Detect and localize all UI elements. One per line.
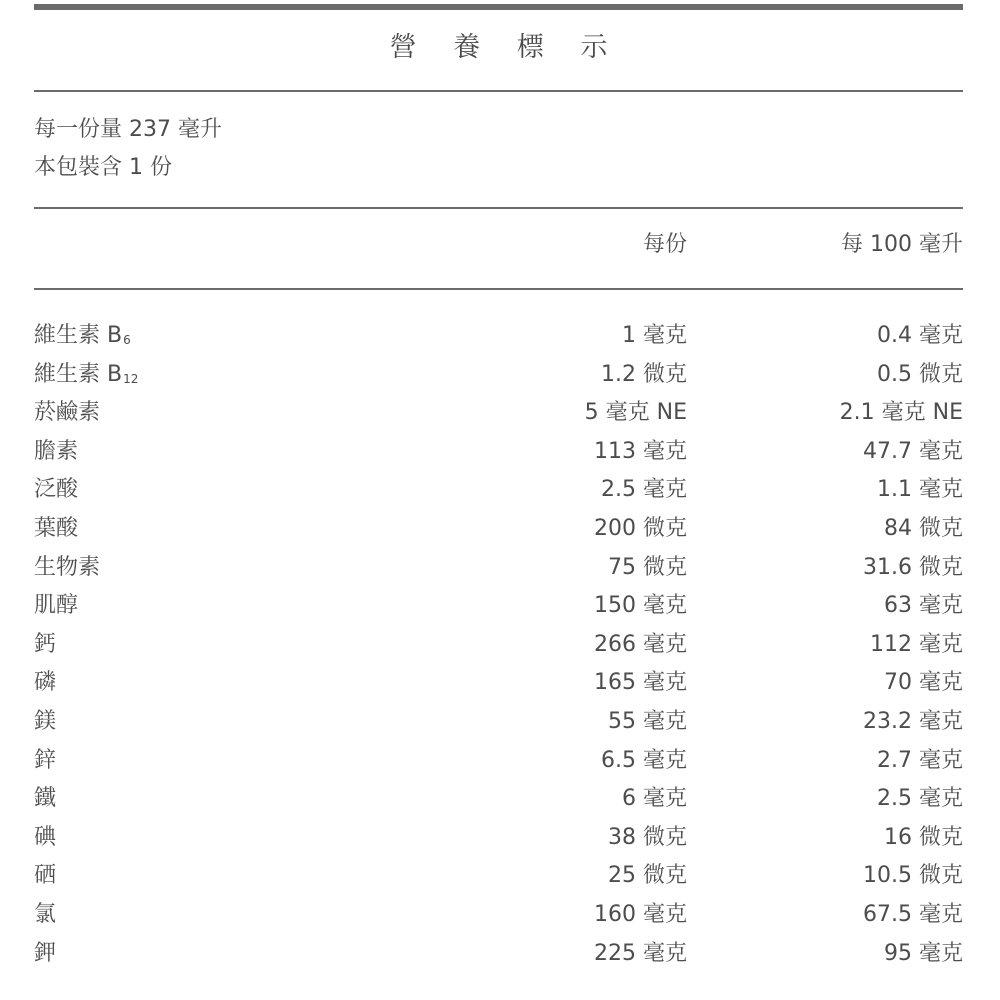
nutrient-name-text: 肌醇 (34, 593, 79, 619)
nutrient-row (34, 356, 963, 395)
nutrient-name (34, 780, 56, 818)
nutrient-name (34, 317, 131, 357)
nutrition-label (34, 0, 963, 1000)
nutrient-name (34, 587, 78, 625)
nutrient-name-subscript: 6 (123, 333, 131, 347)
nutrient-row (34, 664, 963, 703)
nutrient-name (34, 857, 56, 895)
nutrient-name (34, 896, 56, 934)
value-per-100ml: 47.7 毫克 (863, 438, 963, 464)
nutrient-name-text: 維生素 B (34, 323, 123, 348)
value-per-100ml: 10.5 微克 (863, 863, 963, 889)
nutrient-row (34, 935, 963, 974)
nutrient-name-text: 碘 (34, 824, 57, 850)
value-per-100ml: 0.4 毫克 (877, 323, 963, 348)
nutrient-name (34, 626, 56, 664)
nutrient-name (34, 433, 78, 471)
nutrient-name (34, 356, 138, 396)
nutrient-name-text: 生物素 (34, 554, 101, 580)
nutrient-name-text: 膽素 (34, 438, 79, 464)
nutrient-name-text: 磷 (34, 670, 57, 696)
nutrient-row (34, 394, 963, 433)
nutrient-row (34, 587, 963, 626)
nutrient-row (34, 780, 963, 819)
servings-per-pack: 本包裝含 1 份 (34, 155, 172, 180)
nutrient-name (34, 664, 56, 702)
nutrient-name-text: 維生素 B (34, 361, 123, 387)
nutrient-name (34, 819, 56, 857)
nutrient-row (34, 549, 963, 588)
nutrient-name (34, 935, 56, 973)
divider-header (34, 288, 963, 290)
value-per-100ml: 16 微克 (884, 824, 963, 850)
value-per-serving: 55 毫克 (608, 708, 687, 734)
nutrient-row (34, 742, 963, 781)
nutrient-row (34, 896, 963, 935)
nutrient-name-text: 鋅 (34, 747, 57, 773)
nutrient-row (34, 471, 963, 510)
value-per-serving: 160 毫克 (594, 901, 687, 927)
value-per-serving: 6 毫克 (622, 786, 687, 812)
value-per-serving: 5 毫克 NE (584, 400, 687, 426)
value-per-serving: 200 微克 (594, 515, 687, 541)
value-per-serving: 150 毫克 (594, 593, 687, 619)
nutrient-row (34, 626, 963, 665)
value-per-serving: 1.2 微克 (601, 361, 687, 387)
value-per-serving: 266 毫克 (594, 631, 687, 657)
serving-size: 每一份量 237 毫升 (34, 117, 222, 142)
value-per-100ml: 112 毫克 (870, 631, 963, 657)
value-per-100ml: 95 毫克 (884, 940, 963, 966)
nutrient-name-subscript: 12 (123, 371, 139, 386)
value-per-100ml: 0.5 微克 (877, 361, 963, 387)
nutrient-row (34, 703, 963, 742)
nutrient-name (34, 510, 78, 548)
nutrient-row (34, 819, 963, 858)
nutrient-name-text: 硒 (34, 863, 57, 889)
value-per-100ml: 31.6 微克 (863, 554, 963, 580)
nutrient-name-text: 泛酸 (34, 477, 79, 503)
value-per-serving: 113 毫克 (594, 438, 687, 464)
value-per-100ml: 23.2 毫克 (863, 708, 963, 734)
nutrient-name-text: 鐵 (34, 786, 57, 812)
value-per-serving: 225 毫克 (594, 940, 687, 966)
nutrient-name-text: 鎂 (34, 708, 57, 734)
nutrient-name (34, 549, 100, 587)
nutrient-name-text: 鉀 (34, 940, 57, 966)
column-header-per-serving: 每份 (642, 232, 687, 257)
nutrient-name (34, 471, 78, 509)
value-per-serving: 38 微克 (608, 824, 687, 850)
nutrient-table (34, 317, 963, 973)
nutrient-name-text: 氯 (34, 901, 57, 927)
nutrient-name-text: 葉酸 (34, 515, 79, 541)
value-per-serving: 75 微克 (608, 554, 687, 580)
value-per-100ml: 70 毫克 (884, 670, 963, 696)
value-per-serving: 6.5 毫克 (601, 747, 687, 773)
divider-title (34, 90, 963, 92)
nutrient-name-text: 鈣 (34, 631, 57, 657)
value-per-100ml: 2.1 毫克 NE (839, 400, 963, 426)
nutrient-name (34, 394, 100, 432)
value-per-serving: 165 毫克 (594, 670, 687, 696)
nutrient-row (34, 510, 963, 549)
value-per-100ml: 1.1 毫克 (877, 477, 963, 503)
nutrient-name (34, 742, 56, 780)
label-title: 營 養 標 示 (389, 32, 622, 63)
value-per-100ml: 67.5 毫克 (863, 901, 963, 927)
column-header-per-100ml: 每 100 毫升 (841, 232, 963, 257)
value-per-100ml: 63 毫克 (884, 593, 963, 619)
value-per-serving: 1 毫克 (622, 323, 687, 348)
nutrient-name (34, 703, 56, 741)
value-per-serving: 2.5 毫克 (601, 477, 687, 503)
top-border-bar (34, 4, 963, 10)
value-per-100ml: 2.5 毫克 (877, 786, 963, 812)
nutrient-row (34, 317, 963, 356)
value-per-100ml: 2.7 毫克 (877, 747, 963, 773)
nutrient-row (34, 433, 963, 472)
value-per-100ml: 84 微克 (884, 515, 963, 541)
nutrient-row (34, 857, 963, 896)
nutrient-name-text: 菸鹼素 (34, 400, 101, 426)
divider-serving (34, 207, 963, 209)
value-per-serving: 25 微克 (608, 863, 687, 889)
